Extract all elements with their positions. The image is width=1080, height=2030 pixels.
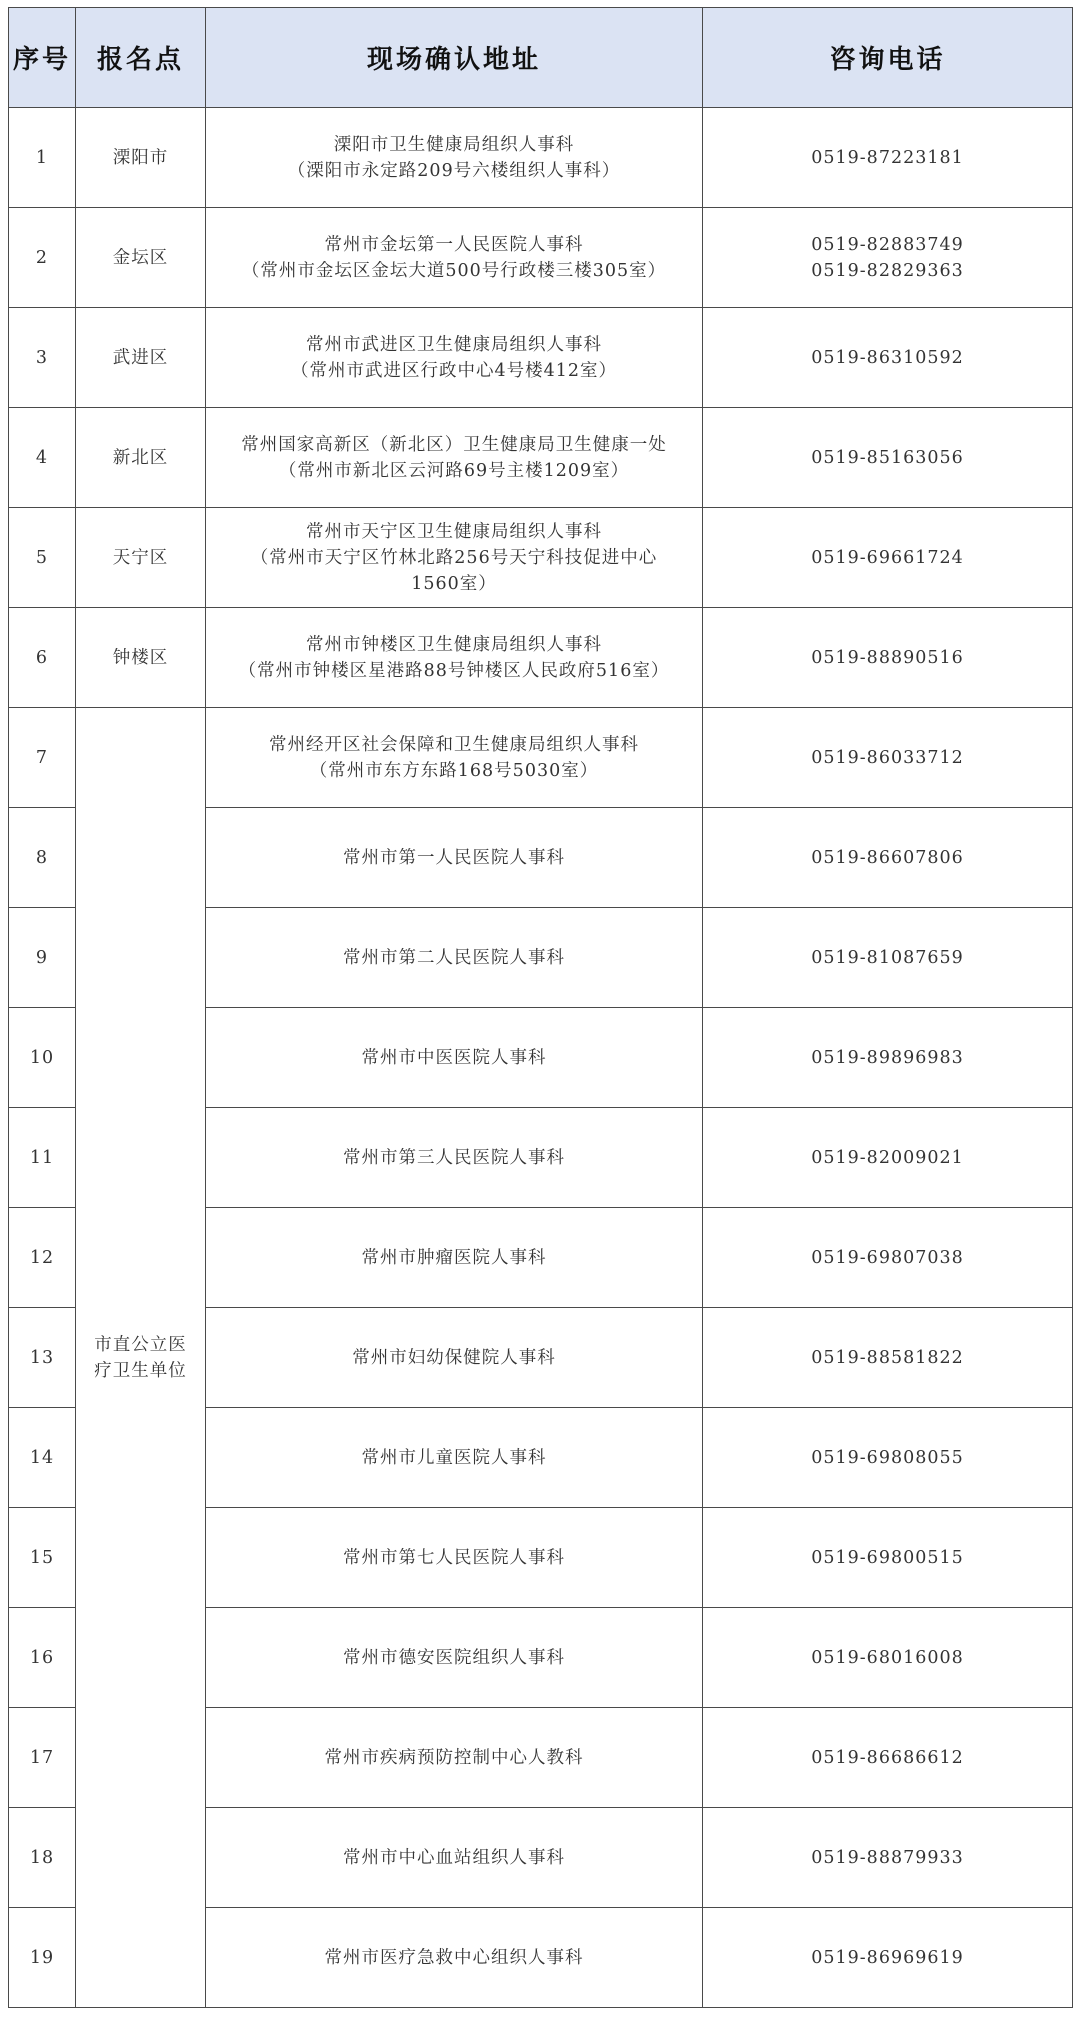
phone-number: 0519-86686612 [811, 1747, 964, 1768]
contact-table [8, 7, 1073, 2008]
phone-number: 0519-69807038 [811, 1247, 964, 1268]
registration-site: 溧阳市 [76, 108, 206, 208]
phone-number: 0519-88581822 [811, 1347, 964, 1368]
row-number: 15 [9, 1508, 76, 1608]
phone-number: 0519-69808055 [811, 1447, 964, 1468]
table-row [9, 608, 1073, 708]
row-number: 5 [9, 508, 76, 608]
address-line: 常州市钟楼区卫生健康局组织人事科 [306, 634, 602, 655]
address-line: 常州市第一人民医院人事科 [343, 847, 565, 868]
phone-number: 0519-88879933 [811, 1847, 964, 1868]
row-number: 6 [9, 608, 76, 708]
address-line: （常州市钟楼区星港路88号钟楼区人民政府516室） [238, 660, 670, 681]
contact-phone [703, 1008, 1073, 1108]
table-row [9, 508, 1073, 608]
confirmation-address [206, 208, 703, 308]
contact-phone [703, 408, 1073, 508]
table-row [9, 308, 1073, 408]
header-row [9, 8, 1073, 108]
row-number: 18 [9, 1808, 76, 1908]
site-line: 疗卫生单位 [94, 1360, 187, 1381]
row-number: 13 [9, 1308, 76, 1408]
contact-phone [703, 1408, 1073, 1508]
address-line: 常州市天宁区卫生健康局组织人事科 [306, 521, 602, 542]
table-row [9, 108, 1073, 208]
confirmation-address [206, 1508, 703, 1608]
row-number: 9 [9, 908, 76, 1008]
row-number: 4 [9, 408, 76, 508]
phone-number: 0519-69800515 [811, 1547, 964, 1568]
phone-number: 0519-86033712 [811, 747, 964, 768]
address-line: 常州市第二人民医院人事科 [343, 947, 565, 968]
address-line: 常州市儿童医院人事科 [361, 1447, 547, 1468]
phone-number: 0519-69661724 [811, 547, 964, 568]
row-number: 3 [9, 308, 76, 408]
contact-phone [703, 208, 1073, 308]
row-number: 2 [9, 208, 76, 308]
phone-number: 0519-82883749 [811, 234, 964, 255]
contact-phone [703, 1108, 1073, 1208]
address-line: 常州市肿瘤医院人事科 [361, 1247, 547, 1268]
confirmation-address [206, 1308, 703, 1408]
phone-number: 0519-85163056 [811, 447, 964, 468]
contact-phone [703, 908, 1073, 1008]
registration-site: 钟楼区 [76, 608, 206, 708]
address-line: 常州市武进区卫生健康局组织人事科 [306, 334, 602, 355]
contact-phone [703, 308, 1073, 408]
header-no: 序号 [9, 8, 76, 108]
confirmation-address [206, 808, 703, 908]
phone-number: 0519-86607806 [811, 847, 964, 868]
phone-number: 0519-68016008 [811, 1647, 964, 1668]
address-line: （溧阳市永定路209号六楼组织人事科） [287, 160, 621, 181]
contact-phone [703, 1208, 1073, 1308]
address-line: 常州市疾病预防控制中心人教科 [324, 1747, 584, 1768]
registration-site-merged [76, 708, 206, 2008]
contact-phone [703, 608, 1073, 708]
confirmation-address [206, 1108, 703, 1208]
row-number: 16 [9, 1608, 76, 1708]
address-line: （常州市东方东路168号5030室） [309, 760, 599, 781]
address-line: 常州市中心血站组织人事科 [343, 1847, 565, 1868]
address-line: 溧阳市卫生健康局组织人事科 [333, 134, 575, 155]
address-line: 常州市妇幼保健院人事科 [352, 1347, 556, 1368]
contact-phone [703, 1808, 1073, 1908]
phone-number: 0519-82829363 [811, 260, 964, 281]
address-line: （常州市天宁区竹林北路256号天宁科技促进中心 [250, 547, 658, 568]
registration-site: 武进区 [76, 308, 206, 408]
registration-site: 金坛区 [76, 208, 206, 308]
row-number: 7 [9, 708, 76, 808]
confirmation-address [206, 908, 703, 1008]
contact-phone [703, 108, 1073, 208]
address-line: 常州市第三人民医院人事科 [343, 1147, 565, 1168]
confirmation-address [206, 1808, 703, 1908]
confirmation-address [206, 108, 703, 208]
address-line: 常州市医疗急救中心组织人事科 [324, 1947, 584, 1968]
table-body [9, 108, 1073, 2008]
address-line: （常州市金坛区金坛大道500号行政楼三楼305室） [241, 260, 667, 281]
confirmation-address [206, 1708, 703, 1808]
phone-number: 0519-81087659 [811, 947, 964, 968]
contact-phone [703, 1908, 1073, 2008]
row-number: 19 [9, 1908, 76, 2008]
row-number: 11 [9, 1108, 76, 1208]
table-row [9, 408, 1073, 508]
contact-phone [703, 1308, 1073, 1408]
table-row [9, 208, 1073, 308]
confirmation-address [206, 508, 703, 608]
confirmation-address [206, 408, 703, 508]
row-number: 14 [9, 1408, 76, 1508]
confirmation-address [206, 1408, 703, 1508]
row-number: 8 [9, 808, 76, 908]
row-number: 17 [9, 1708, 76, 1808]
address-line: 常州国家高新区（新北区）卫生健康局卫生健康一处 [241, 434, 667, 455]
confirmation-address [206, 308, 703, 408]
header-phone: 咨询电话 [703, 8, 1073, 108]
address-line: 常州市德安医院组织人事科 [343, 1647, 565, 1668]
confirmation-address [206, 708, 703, 808]
confirmation-address [206, 1608, 703, 1708]
contact-phone [703, 1608, 1073, 1708]
registration-site: 天宁区 [76, 508, 206, 608]
confirmation-address [206, 1908, 703, 2008]
table-row [9, 708, 1073, 808]
row-number: 12 [9, 1208, 76, 1308]
row-number: 10 [9, 1008, 76, 1108]
address-line: 1560室） [411, 573, 497, 594]
phone-number: 0519-82009021 [811, 1147, 964, 1168]
phone-number: 0519-87223181 [811, 147, 964, 168]
phone-number: 0519-89896983 [811, 1047, 964, 1068]
address-line: 常州市第七人民医院人事科 [343, 1547, 565, 1568]
confirmation-address [206, 608, 703, 708]
contact-phone [703, 1508, 1073, 1608]
site-line: 市直公立医 [94, 1334, 187, 1355]
table-header [9, 8, 1073, 108]
contact-phone [703, 508, 1073, 608]
confirmation-address [206, 1008, 703, 1108]
contact-phone [703, 708, 1073, 808]
header-site: 报名点 [76, 8, 206, 108]
address-line: （常州市新北区云河路69号主楼1209室） [278, 460, 630, 481]
address-line: （常州市武进区行政中心4号楼412室） [290, 360, 618, 381]
contact-phone [703, 808, 1073, 908]
header-address: 现场确认地址 [206, 8, 703, 108]
address-line: 常州市金坛第一人民医院人事科 [324, 234, 584, 255]
row-number: 1 [9, 108, 76, 208]
registration-site: 新北区 [76, 408, 206, 508]
phone-number: 0519-88890516 [811, 647, 964, 668]
address-line: 常州市中医医院人事科 [361, 1047, 547, 1068]
address-line: 常州经开区社会保障和卫生健康局组织人事科 [269, 734, 639, 755]
contact-phone [703, 1708, 1073, 1808]
phone-number: 0519-86310592 [811, 347, 964, 368]
confirmation-address [206, 1208, 703, 1308]
phone-number: 0519-86969619 [811, 1947, 964, 1968]
